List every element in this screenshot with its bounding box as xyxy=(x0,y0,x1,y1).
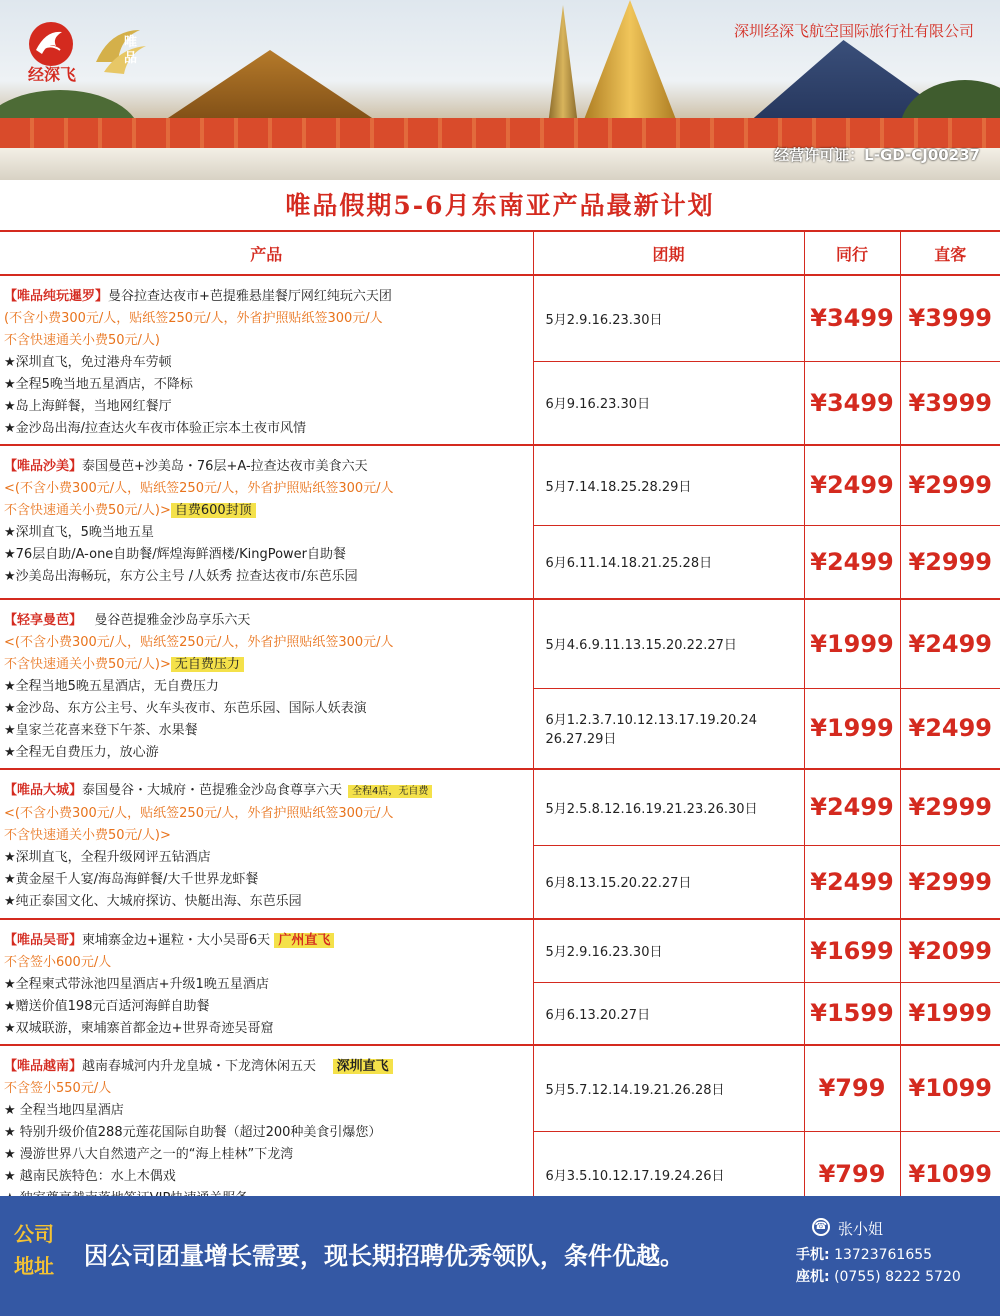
product-name: 曼谷芭提雅金沙岛享乐六天 xyxy=(94,613,251,628)
feature-item: ★黄金屋千人宴/海岛海鲜餐/大千世界龙虾餐 xyxy=(4,872,259,887)
feature-item: ★76层自助/A-one自助餐/辉煌海鲜酒楼/KingPower自助餐 xyxy=(4,547,346,562)
highlight-badge: 深圳直飞 xyxy=(333,1059,393,1074)
peer-price: ¥1599 xyxy=(804,982,900,1045)
peer-price: ¥1999 xyxy=(804,599,900,688)
column-header-direct-price: 直客 xyxy=(900,231,1000,275)
table-row xyxy=(0,919,1000,982)
mobile-label: 手机: xyxy=(796,1247,830,1263)
feature-item: ★深圳直飞，免过港舟车劳顿 xyxy=(4,355,172,370)
header-banner xyxy=(0,0,1000,180)
feature-item: ★全程当地5晚五星酒店，无自费压力 xyxy=(4,679,219,694)
footer xyxy=(0,1196,1000,1316)
departure-dates: 6月6.11.14.18.21.25.28日 xyxy=(533,525,804,599)
column-header-peer-price: 同行 xyxy=(804,231,900,275)
recruitment-slogan: 因公司团量增长需要，现长期招聘优秀领队，条件优越。 xyxy=(84,1242,684,1270)
peer-price: ¥2499 xyxy=(804,769,900,845)
direct-price: ¥2999 xyxy=(900,769,1000,845)
table-row xyxy=(0,1045,1000,1131)
logo-text: 经深飞 xyxy=(27,65,76,84)
direct-price: ¥3999 xyxy=(900,361,1000,445)
departure-dates: 6月3.5.10.12.17.19.24.26日 xyxy=(533,1131,804,1217)
peer-price: ¥799 xyxy=(804,1045,900,1131)
departure-dates xyxy=(533,688,804,769)
product-name: 越南春城河内升龙皇城・下龙湾休闲五天 xyxy=(82,1059,317,1074)
departure-dates: 6月8.13.15.20.22.27日 xyxy=(533,845,804,919)
departure-dates: 6月6.13.20.27日 xyxy=(533,982,804,1045)
table-row xyxy=(0,599,1000,688)
peer-price: ¥799 xyxy=(804,1131,900,1217)
license-number: 经营许可证：L-GD-CJ00237 xyxy=(774,146,980,164)
feature-item: ★全程5晚当地五星酒店，不降标 xyxy=(4,377,193,392)
mobile-line xyxy=(796,1244,932,1264)
product-note: 不含快速通关小费50元/人)> xyxy=(4,657,171,672)
feature-item: ★皇家兰花喜来登下午茶、水果餐 xyxy=(4,723,198,738)
address-label-line: 地址 xyxy=(14,1254,54,1278)
product-note: 不含签小550元/人 xyxy=(4,1081,112,1096)
product-cell xyxy=(0,599,533,769)
product-note: <(不含小费300元/人，贴纸签250元/人，外省护照贴纸签300元/人 xyxy=(4,481,394,496)
peer-price: ¥3499 xyxy=(804,361,900,445)
departure-dates: 5月2.9.16.23.30日 xyxy=(533,919,804,982)
product-cell xyxy=(0,769,533,919)
table-row xyxy=(0,769,1000,845)
contact-name: 张小姐 xyxy=(838,1220,884,1238)
address-label-line: 公司 xyxy=(14,1222,54,1246)
feature-item: ★ 漫游世界八大自然遗产之一的“海上桂林”下龙湾 xyxy=(4,1147,294,1162)
highlight-badge: 全程4店，无自费 xyxy=(348,785,432,798)
peer-price: ¥3499 xyxy=(804,275,900,361)
feature-item: ★金沙岛出海/拉查达火车夜市体验正宗本土夜市风情 xyxy=(4,421,307,436)
product-cell xyxy=(0,1045,533,1217)
departure-dates: 6月9.16.23.30日 xyxy=(533,361,804,445)
feature-item: ★沙美岛出海畅玩，东方公主号 /人妖秀 拉查达夜市/东芭乐园 xyxy=(4,569,358,584)
product-tag: 【轻享曼芭】 xyxy=(4,613,83,628)
weipin-logo-icon xyxy=(90,22,154,86)
feature-item: ★金沙岛、东方公主号、火车头夜市、东芭乐园、国际人妖表演 xyxy=(4,701,367,716)
direct-price: ¥2099 xyxy=(900,919,1000,982)
product-tag: 【唯品大城】 xyxy=(4,783,83,798)
departure-dates-line: 6月1.2.3.7.10.12.13.17.19.20.24 xyxy=(545,713,757,729)
svg-text:唯: 唯 xyxy=(124,35,138,50)
product-cell xyxy=(0,445,533,599)
product-name: 泰国曼谷・大城府・芭提雅金沙岛食尊享六天 xyxy=(82,783,343,798)
peer-price: ¥2499 xyxy=(804,525,900,599)
feature-item: ★深圳直飞，全程升级网评五钻酒店 xyxy=(4,850,211,865)
product-note: <(不含小费300元/人，贴纸签250元/人，外省护照贴纸签300元/人 xyxy=(4,635,394,650)
product-name: 柬埔寨金边+暹粒・大小吴哥6天 xyxy=(82,933,271,948)
departure-dates: 5月7.14.18.25.28.29日 xyxy=(533,445,804,525)
highlight-badge: 无自费压力 xyxy=(171,657,244,672)
product-tag: 【唯品越南】 xyxy=(4,1059,83,1074)
golden-stupa xyxy=(580,0,680,130)
landline-line xyxy=(796,1266,961,1286)
direct-price: ¥1099 xyxy=(900,1131,1000,1217)
departure-dates: 5月2.5.8.12.16.19.21.23.26.30日 xyxy=(533,769,804,845)
feature-item: ★ 特别升级价值288元莲花国际自助餐（超过200种美食引爆您） xyxy=(4,1125,382,1140)
column-header-dates: 团期 xyxy=(533,231,804,275)
landline-label: 座机: xyxy=(796,1269,830,1285)
direct-price: ¥2999 xyxy=(900,445,1000,525)
phone-icon: ☎ xyxy=(812,1218,830,1236)
peer-price: ¥2499 xyxy=(804,845,900,919)
feature-item: ★纯正泰国文化、大城府探访、快艇出海、东芭乐园 xyxy=(4,894,302,909)
address-label xyxy=(14,1218,64,1282)
product-note: <(不含小费300元/人，贴纸签250元/人，外省护照贴纸签300元/人 xyxy=(4,806,394,821)
product-table xyxy=(0,230,1000,1217)
feature-item: ★全程柬式带泳池四星酒店+升级1晚五星酒店 xyxy=(4,977,269,992)
highlight-badge: 广州直飞 xyxy=(274,933,334,948)
feature-item: ★全程无自费压力，放心游 xyxy=(4,745,159,760)
company-name: 深圳经深飞航空国际旅行社有限公司 xyxy=(733,22,974,40)
highlight-badge: 自费600封顶 xyxy=(171,503,256,518)
product-tag: 【唯品纯玩暹罗】 xyxy=(4,289,109,304)
feature-item: ★岛上海鲜餐，当地网红餐厅 xyxy=(4,399,172,414)
svg-text:品: 品 xyxy=(124,51,138,66)
product-name: 泰国曼芭+沙美岛・76层+A-拉查达夜市美食六天 xyxy=(82,459,368,474)
product-note: 不含签小600元/人 xyxy=(4,955,112,970)
departure-dates: 5月2.9.16.23.30日 xyxy=(533,275,804,361)
feature-item: ★深圳直飞，5晚当地五星 xyxy=(4,525,154,540)
product-cell xyxy=(0,919,533,1045)
feature-item: ★双城联游，柬埔寨首都金边+世界奇迹吴哥窟 xyxy=(4,1021,274,1036)
table-header-row xyxy=(0,231,1000,275)
page-title: 唯品假期5-6月东南亚产品最新计划 xyxy=(285,191,715,220)
product-tag: 【唯品沙美】 xyxy=(4,459,83,474)
product-note: 不含快速通关小费50元/人)> xyxy=(4,503,171,518)
column-header-product: 产品 xyxy=(0,231,533,275)
landline-number: (0755) 8222 5720 xyxy=(834,1269,961,1285)
product-note: (不含小费300元/人，贴纸签250元/人，外省护照贴纸签300元/人 xyxy=(4,311,383,326)
peer-price: ¥1699 xyxy=(804,919,900,982)
feature-item: ★ 越南民族特色：水上木偶戏 xyxy=(4,1169,176,1184)
product-note: 不含快速通关小费50元/人) xyxy=(4,333,160,348)
product-cell xyxy=(0,275,533,445)
direct-price: ¥2499 xyxy=(900,599,1000,688)
product-tag: 【唯品吴哥】 xyxy=(4,933,83,948)
direct-price: ¥3999 xyxy=(900,275,1000,361)
product-note: 不含快速通关小费50元/人)> xyxy=(4,828,171,843)
peer-price: ¥1999 xyxy=(804,688,900,769)
feature-item: ★赠送价值198元百适河海鲜自助餐 xyxy=(4,999,210,1014)
departure-dates: 5月4.6.9.11.13.15.20.22.27日 xyxy=(533,599,804,688)
direct-price: ¥2999 xyxy=(900,525,1000,599)
product-name: 曼谷拉查达夜市+芭提雅悬崖餐厅网红纯玩六天团 xyxy=(108,289,392,304)
table-row xyxy=(0,275,1000,361)
direct-price: ¥2999 xyxy=(900,845,1000,919)
temple-spire xyxy=(548,5,578,125)
direct-price: ¥1099 xyxy=(900,1045,1000,1131)
departure-dates: 5月5.7.12.14.19.21.26.28日 xyxy=(533,1045,804,1131)
direct-price: ¥1999 xyxy=(900,982,1000,1045)
direct-price: ¥2499 xyxy=(900,688,1000,769)
mobile-number: 13723761655 xyxy=(834,1247,933,1263)
table-row xyxy=(0,445,1000,525)
feature-item: ★ 全程当地四星酒店 xyxy=(4,1103,124,1118)
peer-price: ¥2499 xyxy=(804,445,900,525)
departure-dates-line: 26.27.29日 xyxy=(545,732,617,748)
